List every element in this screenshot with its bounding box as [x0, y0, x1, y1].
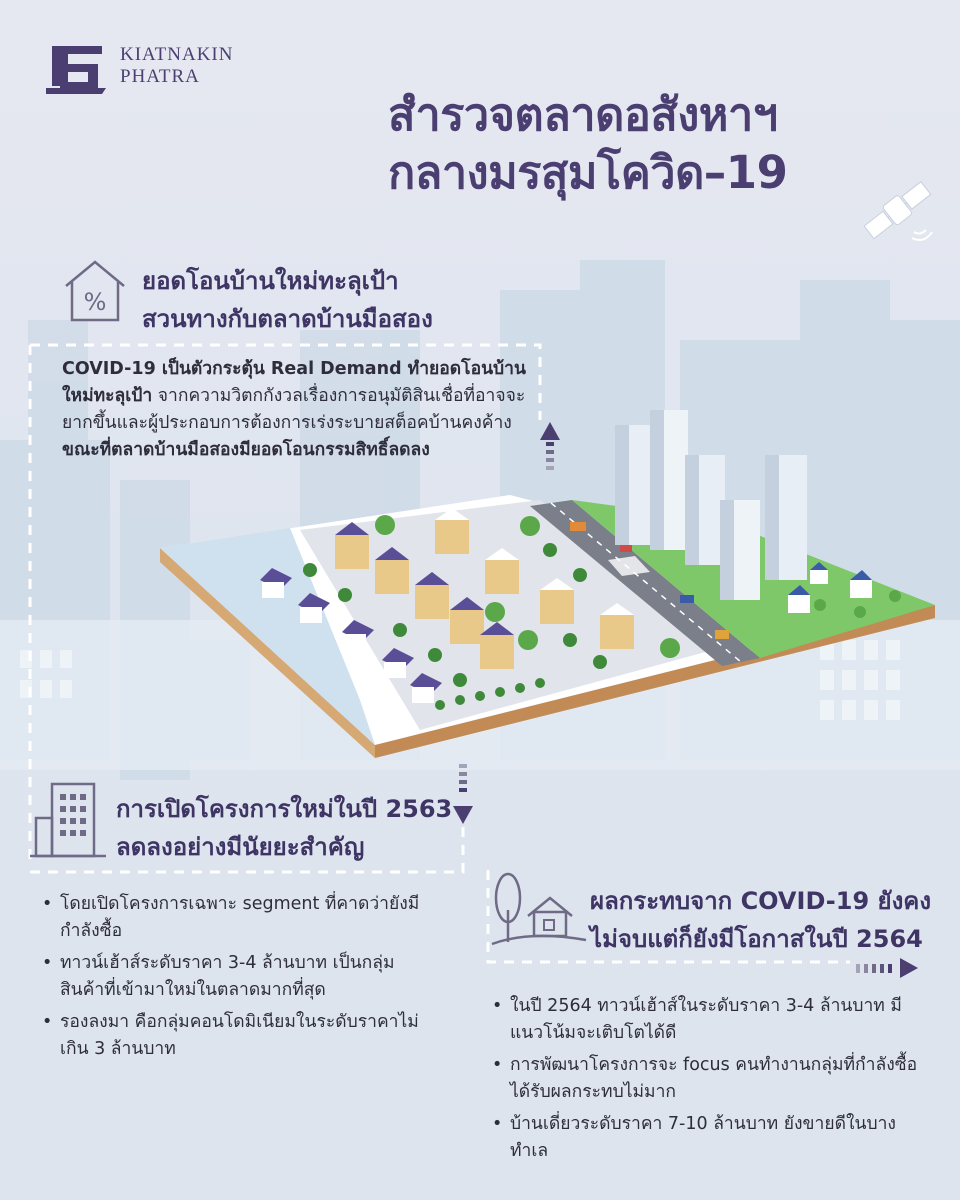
section1-bold-1: COVID-19 เป็นตัวกระตุ้น Real Demand ทำยอดโอนบ้านใหม่ทะลุเป้า — [62, 359, 526, 406]
section2-heading-line2: ลดลงอย่างมีนัยยะสำคัญ — [116, 833, 365, 861]
arrow-right-icon — [856, 958, 918, 978]
section3-bullets — [490, 993, 920, 1170]
title-line2: กลางมรสุมโควิด–19 — [388, 146, 788, 199]
office-building-icon — [30, 778, 106, 858]
list-item: • ทาวน์เฮ้าส์ระดับราคา 3-4 ล้านบาท เป็นกลุ่มสินค้าที่เข้ามาใหม่ในตลาดมากที่สุด — [40, 950, 430, 1004]
list-item: • โดยเปิดโครงการเฉพาะ segment ที่คาดว่ายังมีกำลังซื้อ — [40, 891, 430, 945]
section3-heading-line1: ผลกระทบจาก COVID-19 ยังคง — [590, 887, 932, 915]
section1-heading-line1: ยอดโอนบ้านใหม่ทะลุเป้า — [142, 267, 399, 295]
brand-line1: KIATNAKIN — [120, 44, 234, 65]
arrow-down-icon — [453, 764, 473, 824]
section1-bold-2: ขณะที่ตลาดบ้านมือสองมียอดโอนกรรมสิทธิ์ลดลง — [62, 440, 430, 460]
section1-normal: จากความวิตกกังวลเรื่องการอนุมัติสินเชื่อที่อาจจะยากขึ้นและผู้ประกอบการต้องการเร่งระบายสต็อคบ้านคงค้าง — [62, 386, 526, 433]
house-tree-icon — [490, 870, 590, 946]
list-item: • รองลงมา คือกลุ่มคอนโดมิเนียมในระดับราคาไม่เกิน 3 ล้านบาท — [40, 1009, 430, 1063]
list-item: • บ้านเดี่ยวระดับราคา 7-10 ล้านบาท ยังขายดีในบางทำเล — [490, 1111, 920, 1165]
section1-heading-line2: สวนทางกับตลาดบ้านมือสอง — [142, 305, 433, 333]
city-illustration — [160, 400, 950, 770]
list-item: • ในปี 2564 ทาวน์เฮ้าส์ในระดับราคา 3-4 ล้านบาท มีแนวโน้มจะเติบโตได้ดี — [490, 993, 920, 1047]
title-line1: สำรวจตลาดอสังหาฯ — [388, 88, 778, 141]
section2-heading — [116, 790, 456, 866]
section2-bullets — [40, 891, 430, 1068]
section2-heading-line1: การเปิดโครงการใหม่ในปี 2563 — [116, 795, 453, 823]
list-item: • การพัฒนาโครงการจะ focus คนทำงานกลุ่มที่กำลังซื้อได้รับผลกระทบไม่มาก — [490, 1052, 920, 1106]
section3-heading-line2: ไม่จบแต่ก็ยังมีโอกาสในปี 2564 — [590, 925, 923, 953]
svg-text:%: % — [83, 288, 107, 316]
section3-heading — [590, 882, 950, 958]
brand-line2: PHATRA — [120, 66, 200, 87]
